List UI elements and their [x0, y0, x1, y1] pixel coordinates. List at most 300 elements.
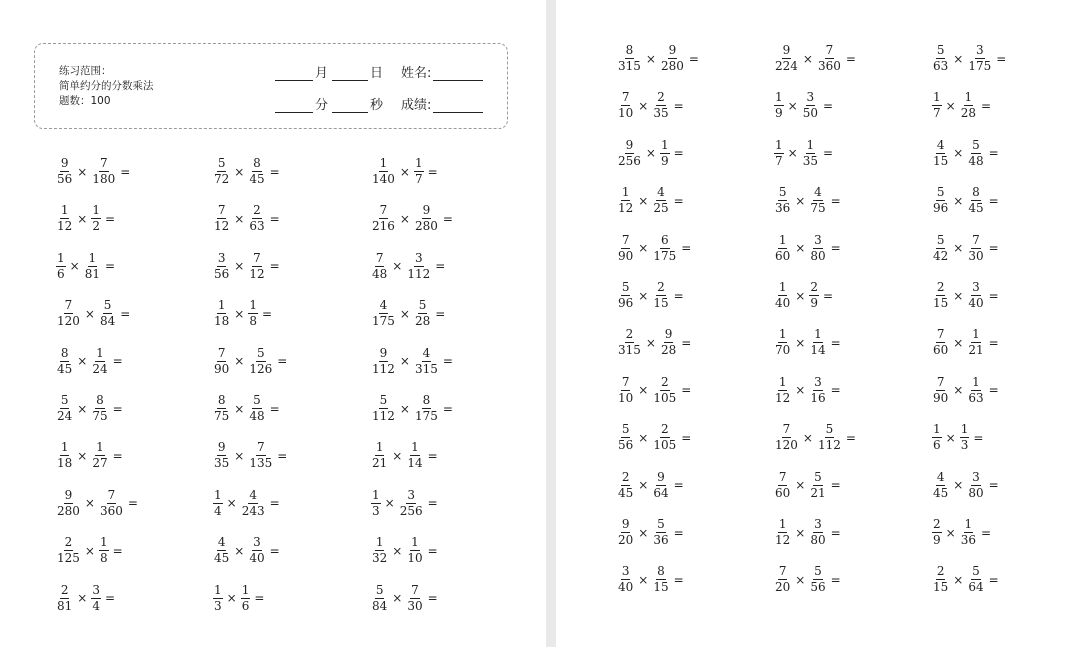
denominator: 9: [660, 153, 669, 168]
numerator: 2: [60, 582, 69, 597]
worksheet-page-right: [556, 0, 1080, 647]
numerator: 1: [778, 517, 787, 531]
fraction: [932, 471, 949, 500]
denominator: 36: [775, 201, 791, 216]
fraction: [802, 139, 819, 168]
fraction: [617, 186, 634, 215]
multiply-sign: ×: [953, 288, 964, 303]
fraction: [817, 423, 842, 452]
denominator: 56: [57, 172, 73, 186]
numerator: 7: [778, 469, 787, 484]
denominator: 60: [775, 248, 791, 263]
time-score-row: [275, 94, 483, 113]
multiply-sign: ×: [84, 306, 95, 321]
problem-item: [617, 328, 691, 357]
numerator: 2: [936, 564, 945, 579]
fraction: [932, 139, 949, 168]
denominator: 112: [372, 361, 395, 376]
name-label: 姓名:: [401, 66, 432, 81]
second-label: 秒: [370, 98, 384, 113]
day-label: 日: [370, 66, 384, 81]
numerator: 3: [414, 250, 423, 265]
fraction: [652, 91, 669, 120]
equals-sign: =: [127, 496, 138, 511]
multiply-sign: ×: [953, 383, 964, 398]
fraction: [406, 536, 423, 565]
denominator: 105: [653, 390, 677, 405]
denominator: 70: [775, 343, 791, 358]
problem-item: [56, 441, 123, 470]
equals-sign: =: [673, 146, 684, 161]
denominator: 63: [968, 390, 984, 405]
multiply-sign: ×: [234, 543, 245, 558]
problem-item: [774, 186, 841, 215]
numerator: 1: [778, 327, 787, 342]
multiply-sign: ×: [84, 543, 95, 558]
numerator: 1: [778, 280, 787, 294]
numerator: 2: [64, 535, 73, 550]
multiply-sign: ×: [953, 193, 964, 208]
equals-sign: =: [988, 335, 999, 350]
multiply-sign: ×: [795, 572, 806, 587]
equals-sign: =: [112, 543, 123, 558]
problem-item: [371, 584, 438, 613]
problem-item: [932, 471, 999, 500]
multiply-sign: ×: [638, 572, 649, 587]
numerator: 5: [256, 345, 265, 360]
fraction: [809, 186, 826, 215]
fraction: [932, 44, 949, 73]
denominator: 360: [817, 59, 841, 73]
multiply-sign: ×: [226, 496, 237, 511]
denominator: 45: [968, 201, 984, 216]
fraction: [213, 157, 230, 186]
numerator: 2: [625, 327, 634, 342]
denominator: 243: [241, 503, 265, 518]
equals-sign: =: [681, 335, 692, 350]
numerator: 1: [372, 487, 380, 502]
numerator: 7: [99, 156, 108, 170]
fraction: [817, 44, 842, 73]
numerator: 3: [217, 250, 226, 265]
numerator: 5: [103, 298, 112, 313]
numerator: 7: [64, 298, 73, 313]
numerator: 9: [668, 43, 677, 57]
numerator: 7: [621, 374, 630, 389]
denominator: 15: [653, 296, 669, 310]
denominator: 60: [933, 343, 949, 358]
denominator: 10: [618, 106, 634, 121]
problem-item: [371, 299, 445, 328]
fraction: [248, 299, 258, 328]
numerator: 1: [621, 185, 630, 200]
denominator: 81: [57, 598, 73, 613]
multiply-sign: ×: [638, 241, 649, 256]
multiply-sign: ×: [399, 306, 410, 321]
denominator: 14: [810, 343, 826, 358]
numerator: 2: [936, 280, 945, 294]
numerator: 4: [936, 137, 945, 152]
fraction: [802, 91, 819, 120]
problem-item: [617, 139, 684, 168]
denominator: 72: [214, 172, 230, 186]
multiply-sign: ×: [77, 591, 88, 606]
equals-sign: =: [435, 259, 446, 274]
question-count: 题数：100: [59, 95, 111, 107]
denominator: 175: [372, 314, 395, 329]
numerator: 1: [214, 582, 222, 597]
fraction: [56, 584, 73, 613]
numerator: 2: [933, 517, 941, 531]
equals-sign: =: [830, 478, 841, 493]
denominator: 6: [57, 266, 65, 281]
numerator: 7: [936, 327, 945, 342]
problem-item: [774, 139, 833, 168]
multiply-sign: ×: [953, 146, 964, 161]
denominator: 2: [92, 219, 100, 234]
fraction: [774, 518, 791, 547]
score-blank: [433, 97, 483, 113]
denominator: 48: [968, 153, 984, 168]
denominator: 90: [618, 248, 634, 263]
fraction: [99, 536, 109, 565]
numerator: 3: [806, 90, 815, 105]
fraction: [809, 471, 826, 500]
numerator: 9: [664, 327, 673, 342]
equals-sign: =: [269, 164, 280, 179]
numerator: 1: [814, 327, 822, 342]
denominator: 14: [407, 456, 423, 471]
fraction: [617, 281, 634, 310]
numerator: 1: [241, 582, 250, 597]
fraction: [406, 252, 431, 281]
fraction: [248, 536, 265, 565]
multiply-sign: ×: [69, 259, 80, 274]
denominator: 12: [775, 533, 791, 547]
fraction: [241, 489, 266, 518]
denominator: 256: [618, 153, 641, 168]
equals-sign: =: [254, 591, 265, 606]
numerator: 1: [778, 232, 787, 247]
equals-sign: =: [988, 478, 999, 493]
problem-item: [56, 394, 123, 423]
numerator: 9: [657, 469, 665, 484]
numerator: 1: [375, 440, 384, 455]
equals-sign: =: [988, 288, 999, 303]
problem-item: [213, 252, 280, 281]
numerator: 7: [217, 345, 226, 360]
numerator: 7: [253, 250, 261, 265]
multiply-sign: ×: [77, 354, 88, 369]
numerator: 7: [217, 203, 226, 218]
problem-item: [774, 328, 841, 357]
multiply-sign: ×: [399, 164, 410, 179]
equals-sign: =: [822, 288, 834, 303]
problem-item: [617, 186, 684, 215]
problem-item: [371, 347, 453, 376]
fraction: [371, 441, 388, 470]
denominator: 45: [933, 485, 949, 500]
problem-item: [213, 299, 272, 328]
equals-sign: =: [673, 478, 684, 493]
problem-item: [213, 157, 280, 186]
equals-sign: =: [980, 525, 992, 540]
numerator: 1: [88, 250, 97, 265]
fraction: [56, 347, 73, 376]
denominator: 96: [618, 296, 634, 310]
denominator: 6: [241, 598, 250, 613]
equals-sign: =: [830, 335, 841, 350]
date-name-row: [275, 62, 483, 81]
equals-sign: =: [830, 572, 841, 587]
denominator: 3: [372, 503, 380, 518]
fraction: [414, 299, 431, 328]
numerator: 4: [379, 298, 388, 313]
equals-sign: =: [435, 306, 446, 321]
fraction: [774, 328, 791, 357]
multiply-sign: ×: [795, 478, 806, 493]
fraction: [248, 204, 265, 233]
denominator: 7: [414, 172, 423, 186]
fraction: [932, 91, 942, 120]
fraction: [56, 394, 73, 423]
equals-sign: =: [269, 259, 280, 274]
numerator: 3: [814, 374, 822, 389]
fraction: [213, 441, 230, 470]
problem-item: [371, 157, 438, 186]
denominator: 18: [57, 456, 73, 471]
equals-sign: =: [681, 383, 692, 398]
numerator: 7: [375, 250, 384, 265]
equals-sign: =: [269, 543, 280, 558]
multiply-sign: ×: [399, 354, 410, 369]
equals-sign: =: [681, 430, 692, 445]
denominator: 3: [960, 438, 969, 453]
denominator: 84: [372, 598, 388, 613]
fraction: [617, 139, 642, 168]
numerator: 5: [936, 185, 945, 200]
fraction: [91, 441, 108, 470]
numerator: 5: [621, 422, 630, 437]
equals-sign: =: [112, 354, 123, 369]
problem-item: [213, 347, 287, 376]
multiply-sign: ×: [795, 241, 806, 256]
numerator: 1: [96, 345, 104, 360]
multiply-sign: ×: [638, 193, 649, 208]
fraction: [248, 441, 273, 470]
numerator: 1: [60, 440, 69, 455]
equals-sign: =: [104, 591, 116, 606]
problem-item: [617, 518, 684, 547]
equals-sign: =: [261, 306, 273, 321]
problem-item: [774, 565, 841, 594]
denominator: 50: [802, 106, 818, 121]
fraction: [960, 518, 977, 547]
fraction: [617, 44, 642, 73]
problem-item: [371, 536, 438, 565]
fraction: [967, 234, 984, 263]
fraction: [774, 91, 784, 120]
numerator: 3: [814, 232, 822, 247]
problem-item: [932, 328, 999, 357]
denominator: 10: [407, 551, 423, 566]
fraction: [371, 299, 396, 328]
fraction: [371, 252, 388, 281]
range-label: 练习范围：: [59, 65, 112, 77]
numerator: 5: [936, 43, 945, 57]
equals-sign: =: [988, 146, 999, 161]
denominator: 75: [214, 409, 230, 423]
equals-sign: =: [442, 401, 453, 416]
numerator: 1: [964, 90, 973, 105]
numerator: 3: [972, 280, 980, 294]
score-label: 成绩:: [401, 98, 432, 113]
denominator: 120: [57, 314, 80, 329]
numerator: 1: [775, 90, 783, 105]
equals-sign: =: [681, 241, 692, 256]
equals-sign: =: [988, 193, 999, 208]
equals-sign: =: [996, 51, 1007, 66]
numerator: 1: [972, 374, 980, 389]
denominator: 28: [660, 343, 677, 358]
problem-item: [932, 376, 999, 405]
fraction: [774, 234, 791, 263]
fraction: [56, 441, 73, 470]
multiply-sign: ×: [802, 430, 813, 445]
problem-item: [932, 139, 999, 168]
numerator: 2: [621, 469, 630, 484]
equals-sign: =: [427, 496, 438, 511]
denominator: 112: [407, 266, 431, 281]
equals-sign: =: [845, 51, 856, 66]
numerator: 3: [972, 469, 980, 484]
denominator: 45: [249, 172, 265, 186]
second-blank: [332, 97, 368, 113]
denominator: 80: [968, 485, 984, 500]
numerator: 4: [936, 469, 945, 484]
multiply-sign: ×: [234, 354, 245, 369]
numerator: 1: [379, 156, 388, 170]
denominator: 6: [933, 438, 941, 453]
equals-sign: =: [442, 211, 453, 226]
multiply-sign: ×: [953, 335, 964, 350]
equals-sign: =: [442, 354, 453, 369]
denominator: 12: [57, 219, 73, 234]
denominator: 105: [653, 438, 677, 453]
numerator: 1: [60, 203, 69, 218]
denominator: 81: [84, 266, 100, 281]
numerator: 1: [249, 298, 257, 313]
fraction: [213, 584, 223, 613]
equals-sign: =: [973, 430, 984, 445]
fraction: [371, 584, 388, 613]
fraction: [56, 536, 81, 565]
denominator: 7: [933, 106, 941, 121]
multiply-sign: ×: [953, 572, 964, 587]
denominator: 28: [414, 314, 431, 329]
problem-item: [617, 91, 684, 120]
numerator: 7: [778, 564, 787, 579]
fraction: [809, 234, 826, 263]
numerator: 9: [625, 137, 634, 152]
numerator: 9: [782, 43, 791, 57]
denominator: 315: [414, 361, 438, 376]
denominator: 27: [92, 456, 108, 471]
denominator: 15: [933, 153, 949, 168]
problem-item: [774, 376, 841, 405]
fraction: [56, 252, 66, 281]
fraction: [617, 565, 634, 594]
problem-item: [213, 584, 264, 613]
problem-item: [56, 157, 130, 186]
fraction: [809, 565, 826, 594]
numerator: 8: [253, 156, 261, 170]
problem-item: [371, 252, 445, 281]
multiply-sign: ×: [795, 383, 806, 398]
fraction: [932, 328, 949, 357]
fraction: [99, 489, 124, 518]
fraction: [91, 157, 116, 186]
denominator: 64: [653, 485, 669, 500]
equals-sign: =: [269, 211, 280, 226]
denominator: 256: [399, 503, 423, 518]
numerator: 3: [253, 535, 261, 550]
problem-item: [213, 204, 280, 233]
denominator: 60: [775, 485, 791, 500]
denominator: 24: [92, 361, 108, 376]
denominator: 15: [933, 296, 949, 310]
numerator: 7: [621, 232, 630, 247]
multiply-sign: ×: [795, 288, 806, 303]
multiply-sign: ×: [392, 448, 403, 463]
denominator: 21: [968, 343, 984, 358]
multiply-sign: ×: [638, 478, 649, 493]
denominator: 280: [660, 59, 684, 73]
denominator: 30: [407, 598, 423, 613]
denominator: 315: [618, 343, 641, 358]
numerator: 1: [933, 90, 941, 105]
denominator: 175: [653, 248, 677, 263]
denominator: 36: [653, 533, 669, 547]
numerator: 7: [972, 232, 980, 247]
fraction: [56, 157, 73, 186]
multiply-sign: ×: [638, 383, 649, 398]
fraction: [932, 376, 949, 405]
denominator: 45: [214, 551, 230, 566]
numerator: 1: [214, 487, 222, 502]
numerator: 3: [92, 582, 100, 597]
fraction: [248, 252, 265, 281]
multiply-sign: ×: [953, 478, 964, 493]
problem-item: [774, 281, 833, 310]
problem-item: [774, 91, 833, 120]
multiply-sign: ×: [226, 591, 237, 606]
multiply-sign: ×: [234, 164, 245, 179]
numerator: 8: [657, 564, 665, 579]
problem-item: [932, 234, 999, 263]
multiply-sign: ×: [77, 211, 88, 226]
fraction: [56, 204, 73, 233]
multiply-sign: ×: [234, 448, 245, 463]
multiply-sign: ×: [802, 51, 813, 66]
fraction: [414, 347, 439, 376]
denominator: 175: [414, 409, 438, 423]
numerator: 7: [379, 203, 388, 218]
equals-sign: =: [269, 496, 280, 511]
denominator: 4: [214, 503, 222, 518]
fraction: [774, 281, 791, 310]
problem-item: [932, 281, 999, 310]
